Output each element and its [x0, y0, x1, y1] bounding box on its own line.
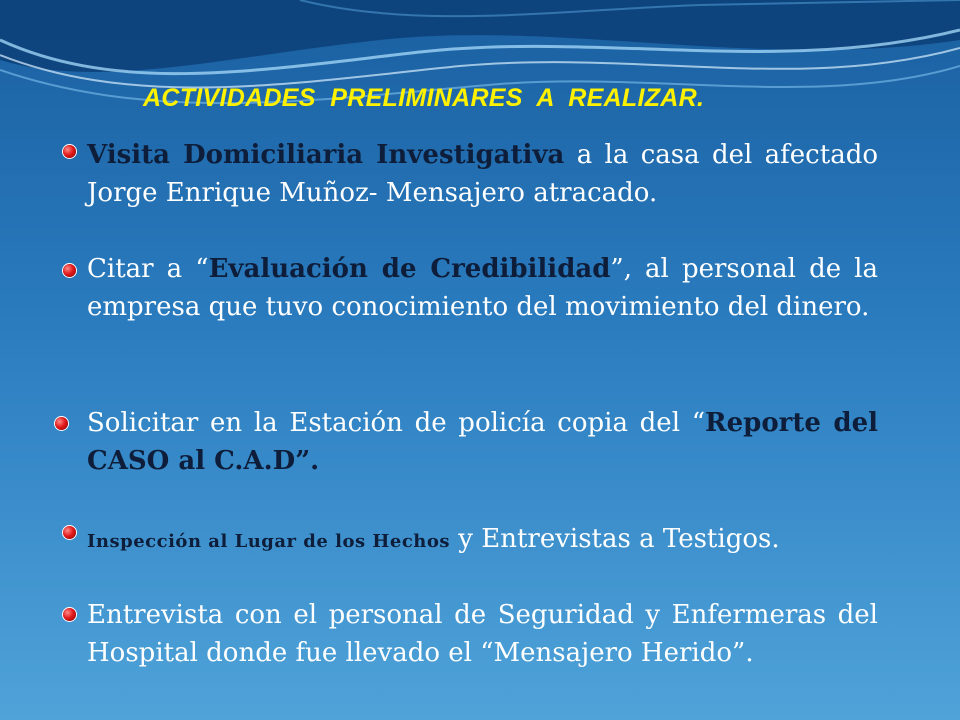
bullet-5 [87, 596, 878, 672]
bullet-3-pre: Solicitar en la Estación de policía copia del “ [87, 408, 705, 438]
bullet-4-bold: Inspección al Lugar de los Hechos [87, 531, 450, 552]
bullet-2-bold: Evaluación de Credibilidad [208, 254, 611, 284]
bullet-3-post: ”. [295, 446, 320, 476]
bullet-2 [87, 250, 878, 326]
bullet-4-text: y Entrevistas a Testigos. [450, 524, 780, 554]
bullet-3 [87, 404, 878, 480]
bullet-1 [87, 136, 878, 212]
bullet-1-icon [63, 145, 76, 158]
bullet-4 [87, 520, 878, 561]
bullet-2-pre: Citar a “ [87, 254, 209, 284]
bullet-3-icon [55, 417, 68, 430]
slide-title: ACTIVIDADES PRELIMINARES A REALIZAR. [143, 84, 705, 112]
bullet-2-post: ”, al personal de la empresa que tuvo conocimiento del movimiento del dinero. [87, 254, 878, 322]
bullet-2-icon [63, 264, 76, 277]
bullet-3-bold: Reporte del CASO al C.A.D [87, 408, 878, 476]
bullet-1-bold: Visita Domiciliaria Investigativa [87, 140, 565, 170]
bullet-5-icon [63, 608, 76, 621]
bullet-4-icon [63, 526, 76, 539]
bullet-1-text: a la casa del afectado Jorge Enrique Muñoz- Mensajero atracado. [87, 140, 878, 208]
bullet-5-text: Entrevista con el personal de Seguridad y Enfermeras del Hospital donde fue llevado el “Mensajero Herido”. [87, 600, 878, 668]
decorative-waves [0, 0, 960, 150]
